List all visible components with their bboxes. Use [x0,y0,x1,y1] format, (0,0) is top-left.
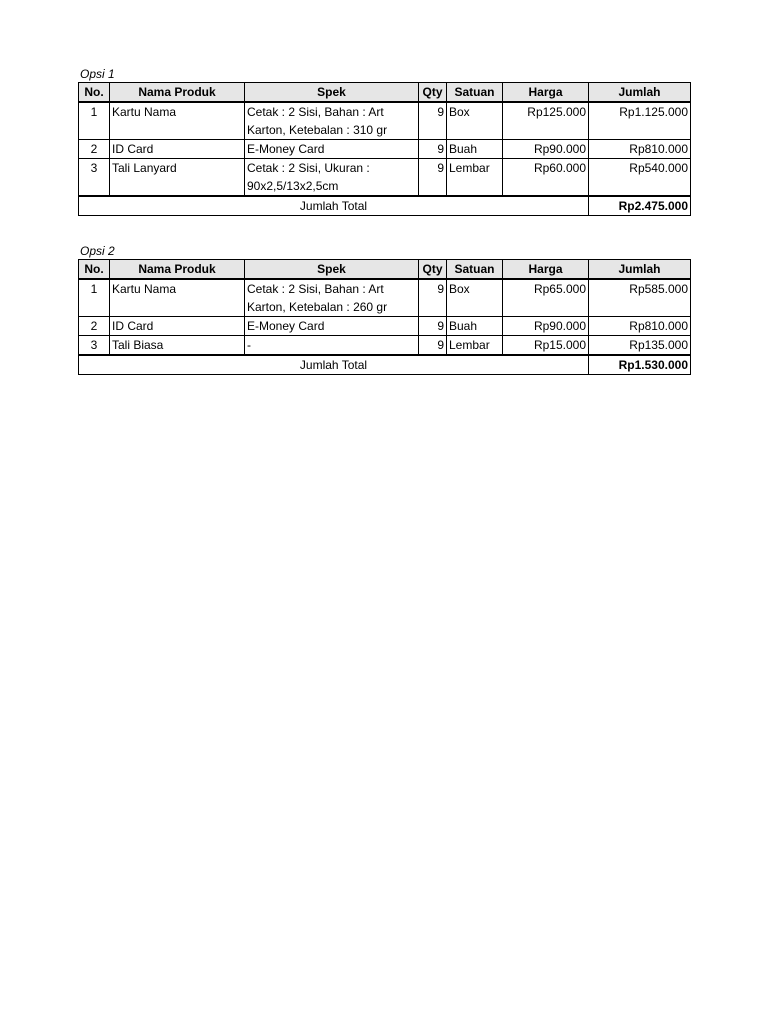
option-2-section [78,243,690,375]
col-header-name: Nama Produk [110,83,245,103]
col-header-price: Harga [503,83,589,103]
cell-name: ID Card [110,317,245,336]
cell-qty: 9 [419,140,447,159]
cell-qty: 9 [419,279,447,317]
table-row [79,102,691,140]
price-table [78,259,691,375]
option-caption: Opsi 1 [80,67,115,81]
col-header-amount: Jumlah [589,260,691,280]
cell-spec: Cetak : 2 Sisi, Bahan : Art Karton, Ketebalan : 260 gr [245,279,419,317]
cell-spec: E-Money Card [245,140,419,159]
cell-name: Kartu Nama [110,279,245,317]
cell-no: 1 [79,279,110,317]
price-table [78,82,691,216]
cell-unit: Buah [447,317,503,336]
cell-unit: Box [447,279,503,317]
cell-unit: Buah [447,140,503,159]
table-row [79,159,691,197]
cell-unit: Box [447,102,503,140]
cell-spec: E-Money Card [245,317,419,336]
cell-spec: Cetak : 2 Sisi, Bahan : Art Karton, Ketebalan : 310 gr [245,102,419,140]
cell-qty: 9 [419,102,447,140]
col-header-price: Harga [503,260,589,280]
cell-spec: Cetak : 2 Sisi, Ukuran : 90x2,5/13x2,5cm [245,159,419,197]
cell-price: Rp65.000 [503,279,589,317]
cell-qty: 9 [419,159,447,197]
cell-name: Tali Lanyard [110,159,245,197]
cell-price: Rp125.000 [503,102,589,140]
total-row [79,196,691,216]
col-header-no: No. [79,260,110,280]
cell-no: 1 [79,102,110,140]
cell-amount: Rp810.000 [589,317,691,336]
option-caption: Opsi 2 [80,244,115,258]
total-label: Jumlah Total [79,355,589,375]
col-header-spec: Spek [245,260,419,280]
cell-amount: Rp540.000 [589,159,691,197]
cell-amount: Rp135.000 [589,336,691,356]
table-row [79,317,691,336]
cell-name: Tali Biasa [110,336,245,356]
cell-amount: Rp810.000 [589,140,691,159]
total-value: Rp1.530.000 [589,355,691,375]
total-label: Jumlah Total [79,196,589,216]
cell-qty: 9 [419,317,447,336]
table-row [79,140,691,159]
col-header-amount: Jumlah [589,83,691,103]
cell-amount: Rp585.000 [589,279,691,317]
option-1-section [78,66,690,216]
total-row [79,355,691,375]
col-header-qty: Qty [419,83,447,103]
cell-qty: 9 [419,336,447,356]
col-header-spec: Spek [245,83,419,103]
col-header-unit: Satuan [447,83,503,103]
col-header-name: Nama Produk [110,260,245,280]
total-value: Rp2.475.000 [589,196,691,216]
cell-no: 3 [79,159,110,197]
header-row [79,83,691,103]
cell-name: Kartu Nama [110,102,245,140]
header-row [79,260,691,280]
col-header-no: No. [79,83,110,103]
col-header-qty: Qty [419,260,447,280]
cell-no: 2 [79,317,110,336]
col-header-unit: Satuan [447,260,503,280]
table-row [79,279,691,317]
cell-price: Rp90.000 [503,140,589,159]
cell-amount: Rp1.125.000 [589,102,691,140]
table-row [79,336,691,356]
cell-price: Rp60.000 [503,159,589,197]
cell-price: Rp15.000 [503,336,589,356]
cell-price: Rp90.000 [503,317,589,336]
cell-unit: Lembar [447,336,503,356]
cell-no: 2 [79,140,110,159]
cell-name: ID Card [110,140,245,159]
cell-spec: - [245,336,419,356]
cell-no: 3 [79,336,110,356]
cell-unit: Lembar [447,159,503,197]
